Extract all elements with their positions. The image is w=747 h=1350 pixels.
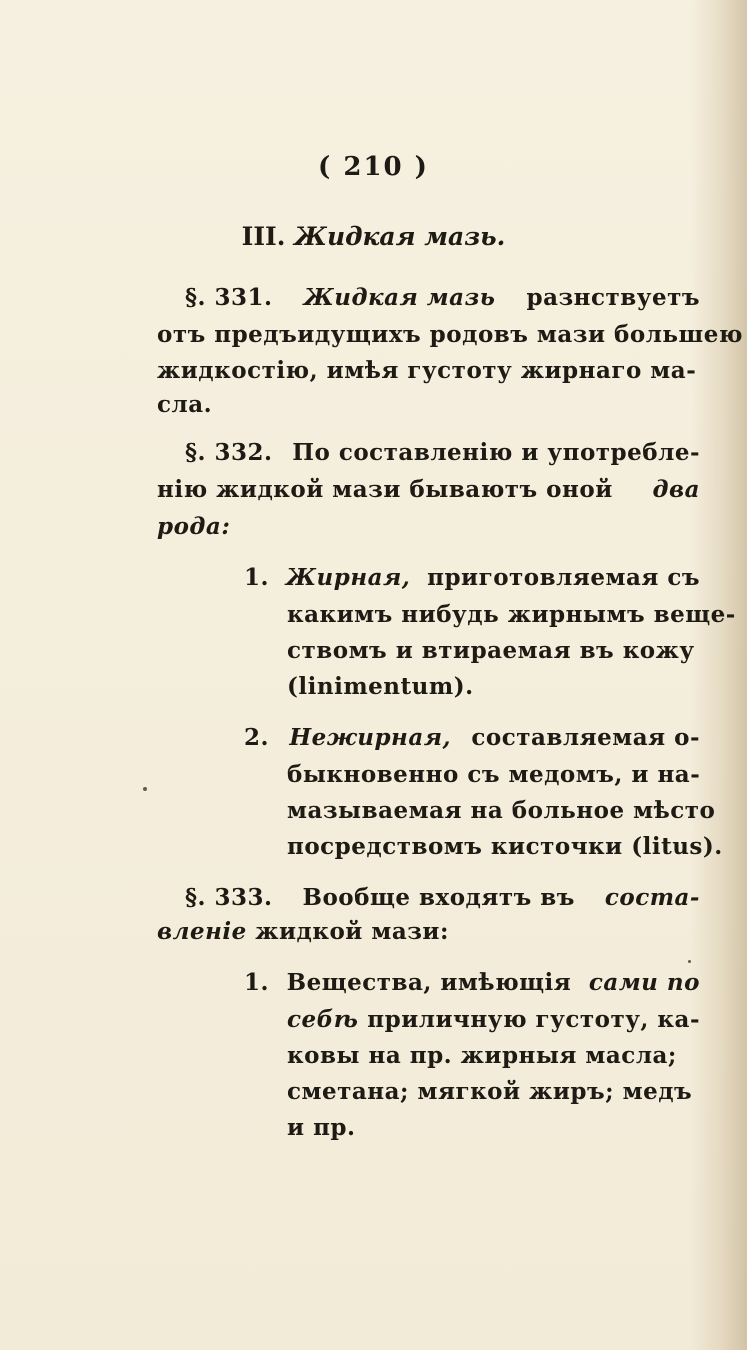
list-item-text: быкновенно съ медомъ, и на-	[287, 761, 701, 788]
paragraph-text: По составленiю и употребле-	[292, 439, 700, 466]
paragraph-333-line-1	[185, 883, 700, 913]
list-item-2-line-3	[287, 796, 716, 826]
list-item-3-line-3	[287, 1041, 700, 1071]
page-number: ( 210 )	[318, 152, 429, 182]
list-item-text: приличную густоту, ка-	[367, 1006, 700, 1033]
paragraph-italic-term: два	[652, 476, 700, 503]
paragraph-lead-term: Жидкая мазь	[303, 284, 496, 311]
list-item-text: сметана; мягкой жиръ; медъ	[287, 1078, 693, 1105]
section-title: Жидкая мазь.	[294, 222, 506, 251]
paragraph-mark: §. 333.	[185, 884, 273, 911]
paper-speck	[143, 787, 147, 791]
list-item-2-line-4	[287, 832, 723, 862]
paragraph-italic-term: соста-	[604, 884, 700, 911]
paragraph-331-line-4: сла.	[157, 391, 213, 418]
list-item-text: ствомъ и втираемая въ кожу	[287, 637, 695, 664]
list-item-text: составляемая о-	[471, 724, 700, 751]
list-item-text: мазываемая на больное мѣсто	[287, 797, 716, 824]
list-item-text: какимъ нибудь жирнымъ веще-	[287, 601, 736, 628]
list-item-text: посредствомъ кисточки (litus).	[287, 833, 723, 860]
list-item-italic-term: себѣ	[287, 1006, 359, 1033]
paragraph-text: Вообще входятъ въ	[302, 884, 575, 911]
paragraph-text: разнствуетъ	[526, 284, 700, 311]
list-item-1-line-2	[287, 600, 736, 630]
list-item-3-line-4	[287, 1077, 700, 1107]
paragraph-mark: §. 331.	[185, 284, 273, 311]
paragraph-text: жидкостiю, имѣя густоту жирнаго ма-	[157, 357, 697, 384]
list-item-lead-term: Нежирная,	[289, 724, 452, 751]
paragraph-333-line-2	[157, 917, 449, 947]
paragraph-332-line-1	[185, 438, 700, 468]
list-item-1-line-3	[287, 636, 700, 666]
list-item-3-line-2	[287, 1005, 700, 1035]
list-item-number: 2.	[244, 724, 270, 751]
paragraph-331-line-3	[157, 356, 700, 386]
list-item-italic-term: сами по	[588, 969, 700, 996]
list-item-2-line-1	[244, 723, 700, 753]
list-item-2-line-2	[287, 760, 700, 790]
list-item-number: 1.	[244, 564, 270, 591]
paragraph-332-line-2	[157, 475, 700, 505]
list-item-lead-term: Жирная,	[285, 564, 411, 591]
section-heading	[0, 222, 747, 251]
list-item-number: 1.	[244, 969, 270, 996]
paragraph-332-line-3: рода:	[157, 513, 231, 540]
paragraph-331-line-2	[157, 320, 743, 350]
list-item-1-line-4: (linimentum).	[287, 673, 474, 700]
paragraph-text: отъ предъидущихъ родовъ мази большею	[157, 321, 743, 348]
list-item-1-line-1	[244, 563, 700, 593]
list-item-3-line-5: и пр.	[287, 1114, 356, 1141]
list-item-text: Вещества, имѣющiя	[286, 969, 572, 996]
list-item-text: приготовляемая съ	[427, 564, 700, 591]
paragraph-331-line-1	[185, 283, 700, 313]
paragraph-mark: §. 332.	[185, 439, 273, 466]
paragraph-text: жидкой мази:	[255, 918, 449, 945]
list-item-3-line-1	[244, 968, 700, 998]
section-numeral: III.	[241, 222, 286, 251]
paper-speck	[688, 960, 691, 963]
paragraph-text: нiю жидкой мази бываютъ оной	[157, 476, 613, 503]
paragraph-italic-term: вленiе	[157, 918, 247, 945]
list-item-text: ковы на пр. жирныя масла;	[287, 1042, 677, 1069]
